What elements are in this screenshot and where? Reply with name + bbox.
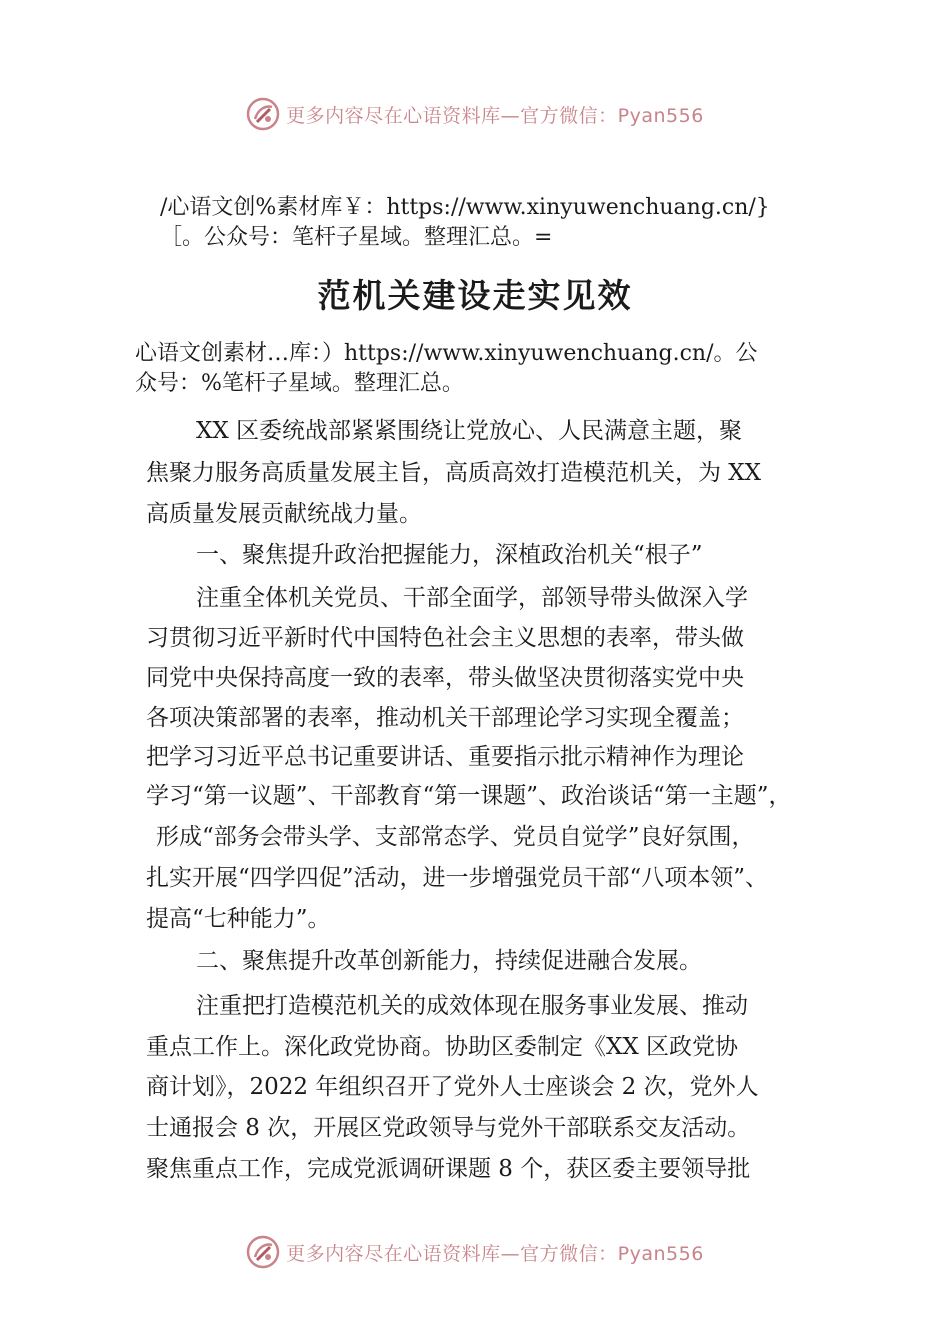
body-line: 重点工作上。深化政党协商。协助区委制定《XX 区政党协 bbox=[146, 1034, 739, 1060]
xinyu-logo-icon bbox=[246, 1235, 280, 1269]
body-line: 注重全体机关党员、干部全面学，部领导带头做深入学 bbox=[196, 585, 748, 611]
body-line: 把学习习近平总书记重要讲话、重要指示批示精神作为理论 bbox=[146, 744, 744, 770]
xinyu-logo-icon bbox=[246, 97, 280, 131]
source-line-1: 心语文创素材…库：）https://www.xinyuwenchuang.cn/。公 bbox=[135, 341, 758, 366]
section-heading-2: 二、聚焦提升改革创新能力，持续促进融合发展。 bbox=[196, 948, 702, 974]
body-line: 焦聚力服务高质量发展主旨，高质高效打造模范机关，为 XX bbox=[146, 460, 762, 486]
source-line-2: 众号：%笔杆子星域。整理汇总。 bbox=[135, 371, 464, 396]
body-line: 学习“第一议题”、干部教育“第一课题”、政治谈话“第一主题”， bbox=[146, 783, 792, 809]
section-heading-1: 一、聚焦提升政治把握能力，深植政治机关“根子” bbox=[196, 542, 703, 568]
body-line: 扎实开展“四学四促”活动，进一步增强党员干部“八项本领”、 bbox=[146, 865, 769, 891]
body-line: 提高“七种能力”。 bbox=[146, 906, 331, 932]
intro-line-1: /心语文创%素材库￥：https://www.xinyuwenchuang.cn/} bbox=[160, 195, 770, 220]
body-line: 同党中央保持高度一致的表率，带头做坚决贯彻落实党中央 bbox=[146, 665, 744, 691]
body-line: 形成“部务会带头学、支部常态学、党员自觉学”良好氛围， bbox=[156, 824, 755, 850]
header-banner-text: 更多内容尽在心语资料库—官方微信：Pyan556 bbox=[286, 104, 704, 127]
footer-banner-text: 更多内容尽在心语资料库—官方微信：Pyan556 bbox=[286, 1242, 704, 1265]
body-line: 各项决策部署的表率，推动机关干部理论学习实现全覆盖； bbox=[146, 705, 744, 731]
body-line: 聚焦重点工作，完成党派调研课题 8 个，获区委主要领导批 bbox=[146, 1156, 751, 1182]
body-line: 高质量发展贡献统战力量。 bbox=[146, 501, 422, 527]
header-watermark-banner bbox=[0, 94, 950, 134]
footer-watermark-banner bbox=[0, 1232, 950, 1272]
document-title: 范机关建设走实见效 bbox=[317, 276, 633, 315]
body-line: 士通报会 8 次，开展区党政领导与党外干部联系交友活动。 bbox=[146, 1115, 751, 1141]
intro-line-2: ［。公众号：笔杆子星域。整理汇总。= bbox=[160, 225, 553, 250]
body-line: 习贯彻习近平新时代中国特色社会主义思想的表率，带头做 bbox=[146, 625, 744, 651]
body-line: XX 区委统战部紧紧围绕让党放心、人民满意主题，聚 bbox=[196, 418, 743, 444]
body-line: 商计划》，2022 年组织召开了党外人士座谈会 2 次，党外人 bbox=[146, 1074, 759, 1100]
body-line: 注重把打造模范机关的成效体现在服务事业发展、推动 bbox=[196, 993, 748, 1019]
